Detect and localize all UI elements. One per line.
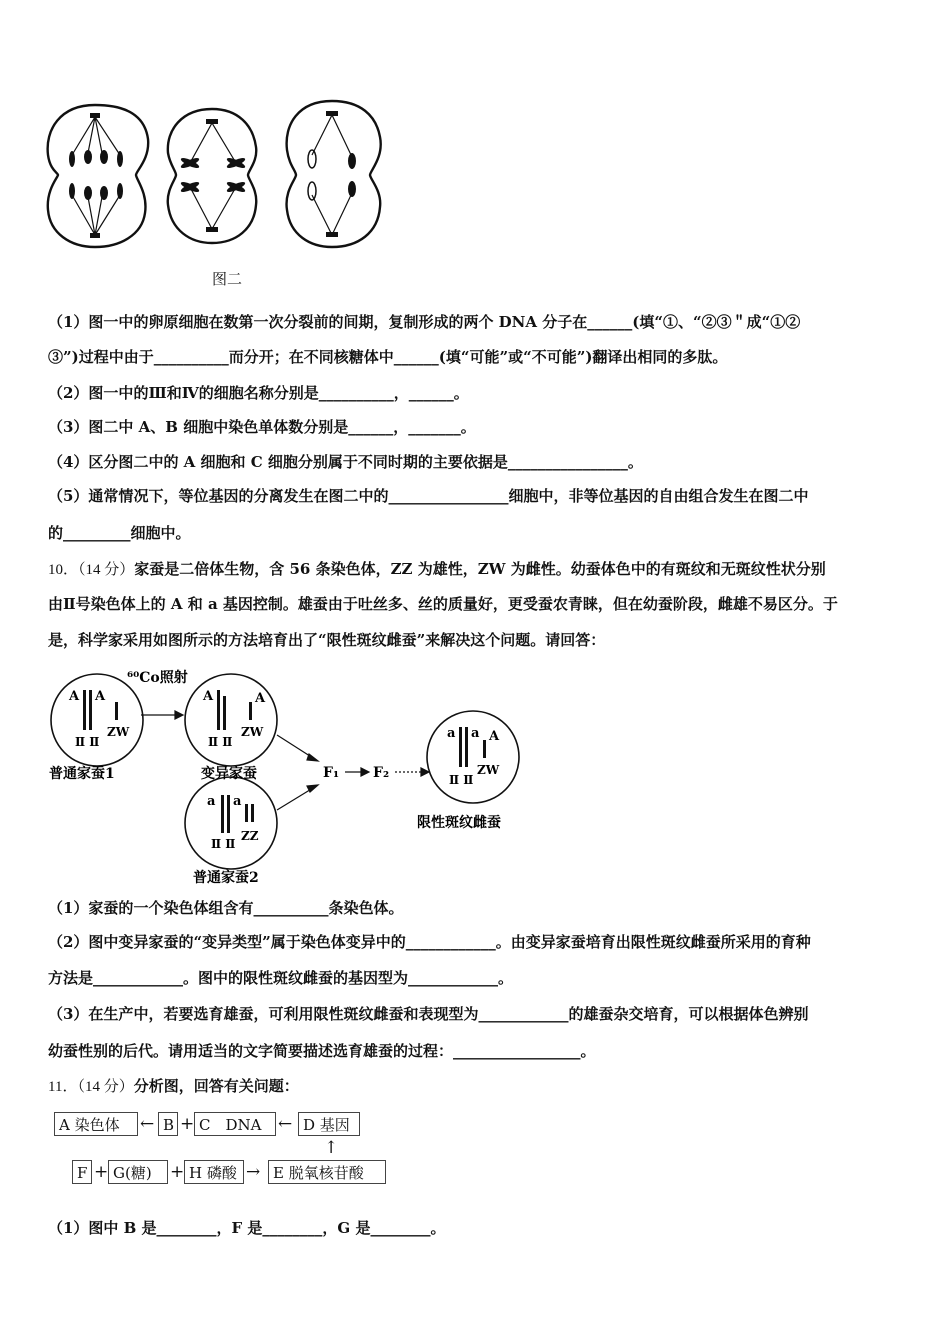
cell-c-outline: [287, 101, 381, 247]
box-b: B: [158, 1112, 178, 1136]
silkworm2-label: 普通家蚕2: [193, 870, 259, 885]
mutant-label: 变异家蚕: [201, 766, 257, 782]
arrow-b-to-a: ←: [140, 1114, 155, 1134]
s9-q5-line1: （5）通常情况下，等位基因的分离发生在图二中的________________细胞中，非等位基因的自由组合发生在图二中: [48, 487, 809, 505]
f-gene-a1: a: [447, 726, 456, 741]
s9-q2: （2）图一中的Ⅲ和Ⅳ的细胞名称分别是__________，______。: [48, 384, 469, 402]
s10-intro-line1: [48, 558, 902, 581]
s11-q1: （1）图中 B 是________，F 是________，G 是________。: [48, 1219, 446, 1237]
plus-3: +: [170, 1162, 185, 1182]
female-label: 限性斑纹雌蚕: [417, 815, 501, 831]
mut-chr: Ⅱ Ⅱ: [208, 735, 233, 749]
box-a: A 染色体: [54, 1112, 138, 1136]
mut-gene-a2: A: [255, 691, 266, 706]
arrow-e-to-d: ↑: [324, 1138, 339, 1158]
s1-gene-a1: A: [69, 689, 80, 704]
s10-intro-line3: 是，科学家采用如图所示的方法培育出了“限性斑纹雌蚕”来解决这个问题。请回答：: [48, 631, 606, 649]
arrow-d-to-c: ←: [278, 1114, 293, 1134]
f1-label: F₁: [323, 765, 340, 781]
f-gene-A: A: [489, 729, 500, 744]
s9-q5-line2: 的_________细胞中。: [48, 524, 191, 542]
s10-q2-line1: （2）图中变异家蚕的“变异类型”属于染色体变异中的____________。由变异家蚕培育出限性斑纹雌蚕所采用的育种: [48, 933, 811, 951]
s10-intro-line2: 由Ⅱ号染色体上的 A 和 a 基因控制。雄蚕由于吐丝多、丝的质量好，更受蚕农青睐，但在幼蚕阶段，雌雄不易区分。于: [48, 595, 838, 613]
cell-b-outline: [168, 109, 257, 243]
s1-zw: ZW: [107, 725, 130, 739]
box-h: H 磷酸: [184, 1160, 244, 1184]
s2-gene-a2: a: [233, 794, 242, 809]
mut-zw: ZW: [241, 725, 264, 739]
s9-q3: （3）图二中 A、B 细胞中染色单体数分别是______，_______。: [48, 418, 476, 436]
flow-diagram: [52, 1110, 392, 1190]
f2-label: F₂: [373, 765, 390, 781]
figure-2-caption: 图二: [212, 270, 243, 288]
s2-zz: ZZ: [241, 829, 259, 843]
box-e: E 脱氧核苷酸: [268, 1160, 386, 1184]
irradiation-label: ⁶⁰Co照射: [127, 670, 188, 686]
s10-q3-line2: 幼蚕性别的后代。请用适当的文字简要描述选育雄蚕的过程：_________________。: [48, 1042, 596, 1060]
plus-2: +: [94, 1162, 109, 1182]
silkworm1-label: 普通家蚕1: [49, 766, 115, 782]
s11-intro: [48, 1075, 902, 1098]
s10-q3-line1: （3）在生产中，若要选育雄蚕，可利用限性斑纹雌蚕和表现型为____________的雄蚕杂交培育，可以根据体色辨别: [48, 1005, 809, 1023]
s9-q4: （4）区分图二中的 A 细胞和 C 细胞分别属于不同时期的主要依据是________________。: [48, 453, 643, 471]
s9-q1-line1: （1）图一中的卵原细胞在数第一次分裂前的间期，复制形成的两个 DNA 分子在______(填“①、“②③＂成“①②: [48, 313, 801, 331]
s1-gene-a2: A: [95, 689, 106, 704]
s2-chr: Ⅱ Ⅱ: [211, 837, 236, 851]
s10-q2-line2: 方法是____________。图中的限性斑纹雌蚕的基因型为____________。: [48, 969, 514, 987]
s1-chr: Ⅱ Ⅱ: [75, 735, 100, 749]
s11-number: 11．（14 分）: [48, 1079, 134, 1095]
s2-gene-a1: a: [207, 794, 216, 809]
cell-a-outline: [48, 105, 149, 247]
s10-intro-text-1: 家蚕是二倍体生物，含 56 条染色体，ZZ 为雄性，ZW 为雌性。幼蚕体色中的有斑纹和无斑纹性状分别: [134, 560, 826, 578]
figure-2-cell-division: [40, 95, 400, 255]
s10-q1: （1）家蚕的一个染色体组含有__________条染色体。: [48, 899, 404, 917]
box-c: C DNA: [194, 1112, 276, 1136]
arrow-to-e: →: [246, 1162, 261, 1182]
s11-intro-text: 分析图，回答有关问题：: [133, 1077, 299, 1095]
s10-number: 10．（14 分）: [48, 562, 135, 578]
box-d: D 基因: [298, 1112, 360, 1136]
s9-q1-line2: ③”)过程中由于__________而分开；在不同核糖体中______(填“可能”或“不可能”)翻译出相同的多肽。: [48, 348, 728, 366]
f-zw: ZW: [477, 763, 500, 777]
f-gene-a2: a: [471, 726, 480, 741]
mut-gene-a1: A: [203, 689, 214, 704]
box-g: G(糖): [108, 1160, 168, 1184]
f-chr: Ⅱ Ⅱ: [449, 773, 474, 787]
plus-1: +: [180, 1114, 195, 1134]
box-f: F: [72, 1160, 92, 1184]
silkworm-breeding-diagram: [45, 660, 545, 885]
